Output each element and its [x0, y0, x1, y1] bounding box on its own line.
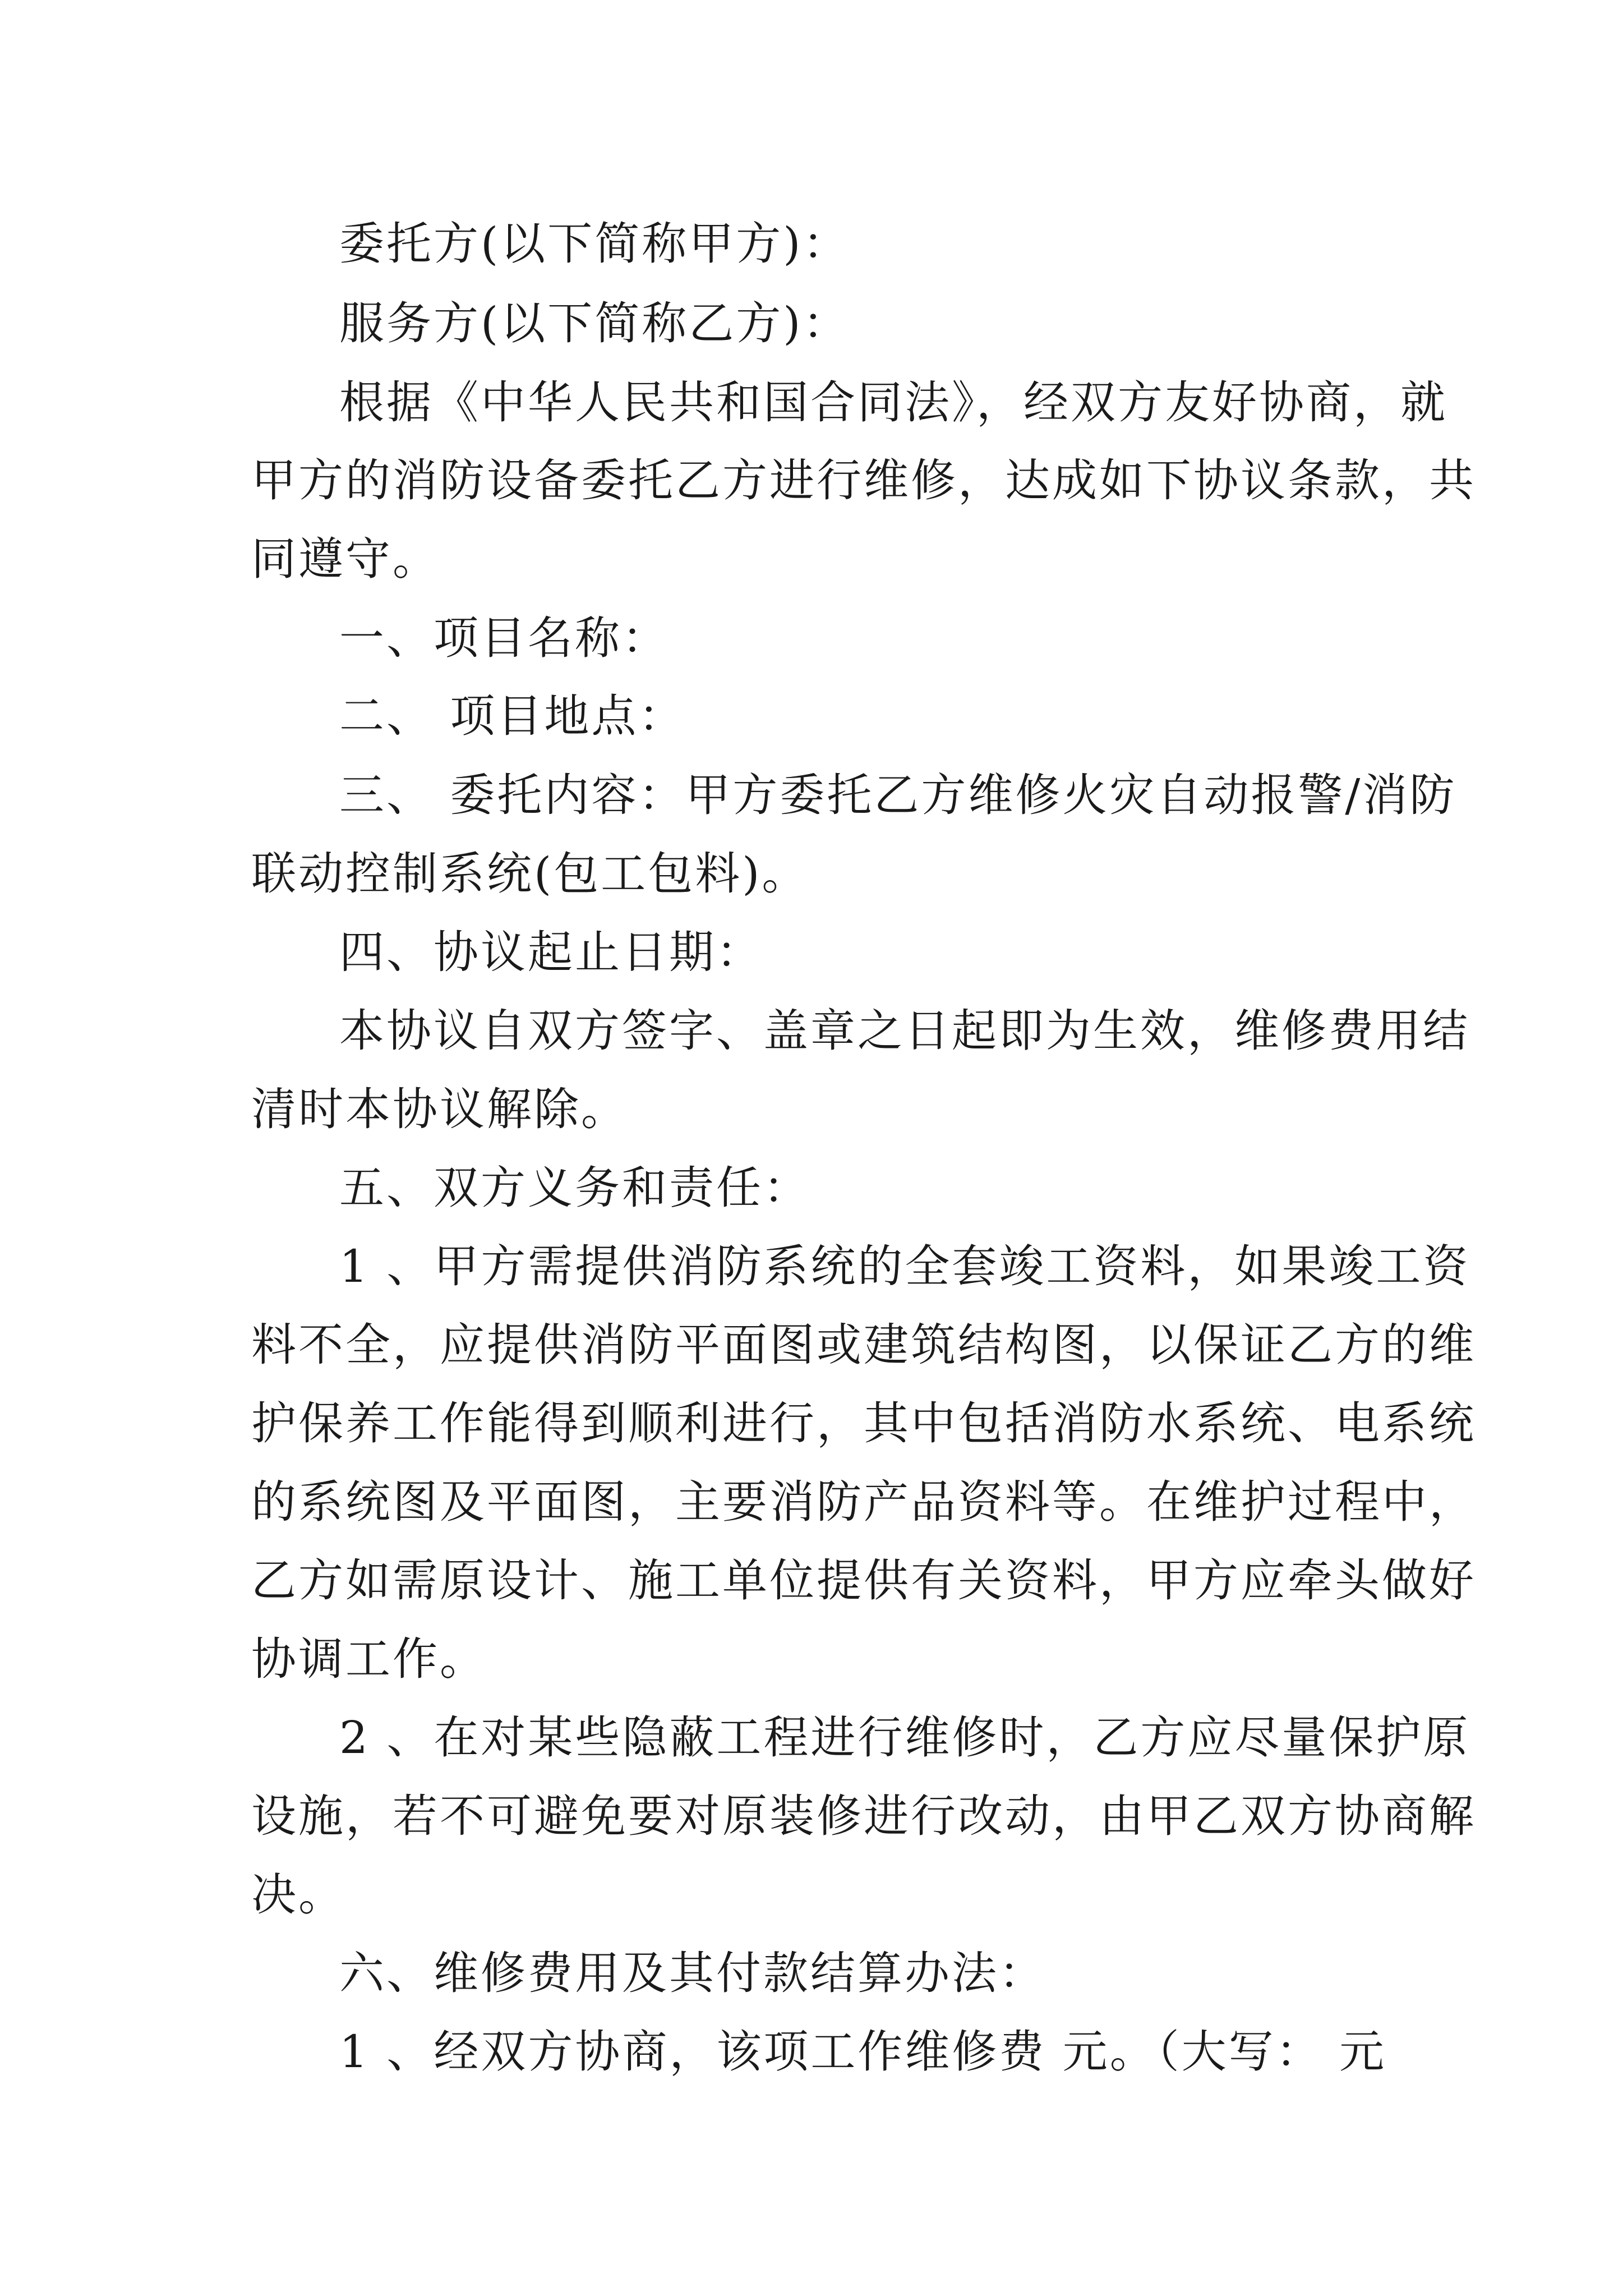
- section-5-item-2-line-2: 设施，若不可避免要对原装修进行改动，由甲乙双方协商解: [251, 1790, 1476, 1842]
- section-5-item-1-line-3: 护保养工作能得到顺利进行，其中包括消防水系统、电系统: [251, 1397, 1476, 1450]
- section-4-term-line-1: 本协议自双方签字、盖章之日起即为生效，维修费用结: [339, 1005, 1470, 1057]
- section-5-item-1-line-6: 协调工作。: [251, 1633, 487, 1685]
- section-5-item-1-line-5: 乙方如需原设计、施工单位提供有关资料，甲方应牵头做好: [251, 1554, 1476, 1607]
- preamble-line-1: 根据《中华人民共和国合同法》，经双方友好协商，就: [339, 376, 1447, 429]
- section-3-scope-line-1: 三、 委托内容：甲方委托乙方维修火灾自动报警/消防: [339, 769, 1457, 821]
- section-4-term-heading: 四、协议起止日期：: [339, 926, 763, 978]
- section-3-scope-line-2: 联动控制系统(包工包料)。: [251, 848, 809, 900]
- section-5-item-2-line-3: 决。: [251, 1869, 345, 1921]
- section-5-item-1-line-4: 的系统图及平面图，主要消防产品资料等。在维护过程中，: [251, 1476, 1476, 1528]
- section-1-project-name: 一、项目名称：: [339, 612, 669, 664]
- section-6-item-1-line-1: 1 、经双方协商，该项工作维修费 元。（大写： 元: [339, 2026, 1387, 2078]
- client-party-line: 委托方(以下简称甲方)：: [339, 218, 850, 270]
- section-4-term-line-2: 清时本协议解除。: [251, 1083, 628, 1135]
- section-5-item-1-line-2: 料不全，应提供消防平面图或建筑结构图，以保证乙方的维: [251, 1319, 1476, 1371]
- section-5-item-2-line-1: 2 、在对某些隐蔽工程进行维修时，乙方应尽量保护原: [339, 1711, 1470, 1764]
- section-6-heading: 六、维修费用及其付款结算办法：: [339, 1947, 1046, 1999]
- preamble-line-2: 甲方的消防设备委托乙方进行维修，达成如下协议条款，共: [251, 454, 1476, 507]
- section-5-item-1-line-1: 1 、甲方需提供消防系统的全套竣工资料，如果竣工资: [339, 1240, 1470, 1292]
- section-5-heading: 五、双方义务和责任：: [339, 1162, 810, 1214]
- preamble-line-3: 同遵守。: [251, 533, 440, 585]
- service-party-line: 服务方(以下简称乙方)：: [339, 297, 850, 349]
- section-2-project-site: 二、 项目地点：: [339, 690, 686, 742]
